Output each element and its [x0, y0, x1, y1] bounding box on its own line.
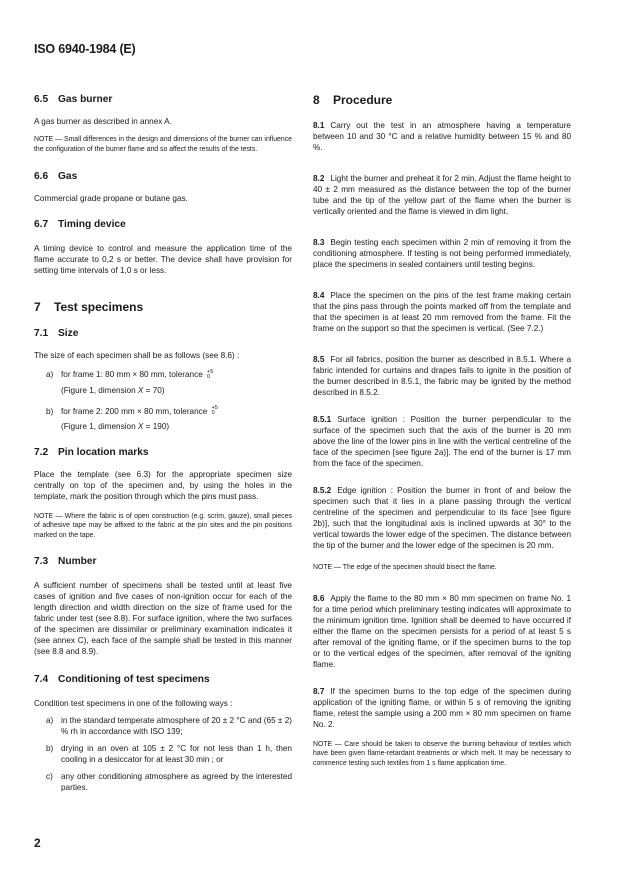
- section-6-7-text: A timing device to control and measure the application time of the flame accurate to 0,2 s or better. The device shall have provision for setting time intervals of 1,0 s or less.: [34, 244, 292, 276]
- section-7-4-text: Condition test specimens in one of the following ways :: [34, 698, 233, 708]
- paragraph-8-5-1: 8.5.1 Surface ignition : Position the burner perpendicular to the surface of the specimen such that the axis of the burner is 20 mm above the line of the lower pins in line with the vertical centreline of the face of the specimen [see figure 2a)]. The end of the burner is 17 mm from the face of the specimen.: [313, 415, 571, 468]
- section-7-1-text: The size of each specimen shall be as follows (see 8.6) :: [34, 351, 240, 361]
- document-id-header: ISO 6940-1984 (E): [34, 42, 136, 56]
- section-7-3-text: A sufficient number of specimens shall be tested until at least five cases of ignition and five cases of non-ignition occur for each of the length direction and width direction on the size of frame used for the fabric under test (see 8.8). For surface ignition, where the two surfaces of the specimen are dissimilar or preliminary examination indicates it (see annex C), each face of the sample shall be tested in this manner (see 8.8 and 8.9).: [34, 580, 292, 656]
- section-6-5-text: A gas burner as described in annex A.: [34, 117, 172, 126]
- paragraph-8-5-2: 8.5.2 Edge ignition : Position the burner in front of and below the specimen such that it lies in a plane passing through the vertical centreline of the specimen and perpendicular to its face [see figure 2b)], such that the longitudinal axis is inclined upwards at 30° to the vertical towards the lower edge of the specimen. The distance between the tip of the burner and the lower edge of the specimen is 20 mm.: [313, 486, 571, 550]
- size-item-b-figure: (Figure 1, dimension X = 190): [61, 421, 170, 431]
- section-7-3-heading: 7.3 Number: [34, 555, 97, 567]
- paragraph-8-4: 8.4 Place the specimen on the pins of the test frame making certain that the pins pass through the points marked off from the template and that the specimen is at least 20 mm removed from the frame. Fit the frame on the support so that the specimen is vertical. (See 7.2.): [313, 291, 571, 333]
- paragraph-8-5-2-note: NOTE — The edge of the specimen should bisect the flame.: [313, 564, 497, 571]
- section-6-6-text: Commercial grade propane or butane gas.: [34, 194, 188, 204]
- section-6-5-note: NOTE — Small differences in the design and dimensions of the burner can influence the configuration of the burner flame and so affect the results of the tests.: [34, 136, 292, 153]
- paragraph-8-7-note: NOTE — Care should be taken to observe the burning behaviour of textiles which have been given flame-retardant treatments or which melt. It may be necessary to commence testing such textiles from 1 s flame application time.: [313, 740, 571, 767]
- paragraph-8-2: 8.2 Light the burner and preheat it for 2 min. Adjust the flame height to 40 ± 2 mm measured as the distance between the top of the burner tube and the tip of the yellow part of the flame when the burner is vertically oriented and the flame is viewed in dim light.: [313, 174, 571, 216]
- section-7-2-note: NOTE — Where the fabric is of open construction (e.g. scrim, gauze), small pieces of adhesive tape may be affixed to the fabric at the pin sites and the pin positions marked on the tape.: [34, 512, 292, 540]
- section-7-1-heading: 7.1 Size: [34, 328, 79, 340]
- page-number: 2: [34, 836, 41, 850]
- section-7-heading: 7 Test specimens: [34, 300, 144, 315]
- size-item-b: b) for frame 2: 200 mm × 80 mm, tolerance +5 0: [46, 404, 218, 417]
- section-6-6-heading: 6.6 Gas: [34, 171, 78, 183]
- tolerance: +5 0: [211, 404, 218, 417]
- tolerance: +5 0: [207, 368, 214, 381]
- conditioning-item-c: c) any other conditioning atmosphere as agreed by the interested parties.: [46, 771, 292, 792]
- right-column: [313, 93, 571, 768]
- section-7-2-heading: 7.2 Pin location marks: [34, 446, 149, 458]
- section-8-heading: 8 Procedure: [313, 93, 393, 107]
- paragraph-8-1: 8.1 Carry out the test in an atmosphere having a temperature between 10 and 30 °C and a relative humidity between 15 % and 80 %.: [313, 121, 571, 152]
- section-7-2-text: Place the template (see 6.3) for the appropriate specimen size centrally on top of the specimen and, by using the holes in the template, mark the position through which the pins must pass.: [34, 469, 292, 501]
- paragraph-8-6: 8.6 Apply the flame to the 80 mm × 80 mm specimen on frame No. 1 for a time period which preliminary testing indicates will approximate to the minimum ignition time. Ignition shall be deemed to have occurred if either the flame on the specimen persists for a period of at least 5 s after removal of the igniting flame, or if the specimen burns to the top or to the vertical edges of the specimen, after removal of the igniting flame.: [313, 593, 571, 669]
- paragraph-8-5: 8.5 For all fabrics, position the burner as described in 8.5.1. Where a fabric intended for curtains and drapes fails to ignite in the position of the burner described in 8.5.1, the fabric may be ignited by the method described in 8.5.2.: [313, 355, 571, 397]
- section-6-5-heading: 6.5 Gas burner: [34, 94, 113, 105]
- size-item-a-figure: (Figure 1, dimension X = 70): [61, 385, 165, 395]
- conditioning-item-b: b) drying in an oven at 105 ± 2 °C for not less than 1 h, then cooling in a desiccator for at least 30 min ; or: [46, 743, 292, 764]
- paragraph-8-3: 8.3 Begin testing each specimen within 2 min of removing it from the conditioning atmosphere. If testing is not being performed immediately, place the specimens in sealed containers until testing begins.: [313, 238, 571, 269]
- section-6-7-heading: 6.7 Timing device: [34, 219, 126, 231]
- section-7-4-heading: 7.4 Conditioning of test specimens: [34, 673, 210, 685]
- conditioning-item-a: a) in the standard temperate atmosphere of 20 ± 2 °C and (65 ± 2) % rh in accordance with ISO 139;: [46, 715, 292, 736]
- paragraph-8-7: 8.7 If the specimen burns to the top edge of the specimen during application of the igniting flame, or within 5 s of removing the igniting flame, retest the sample using a 200 mm × 80 mm specimen on frame No. 2.: [313, 686, 571, 729]
- left-column: [34, 93, 292, 793]
- size-item-a: a) for frame 1: 80 mm × 80 mm, tolerance +5 0: [46, 368, 214, 381]
